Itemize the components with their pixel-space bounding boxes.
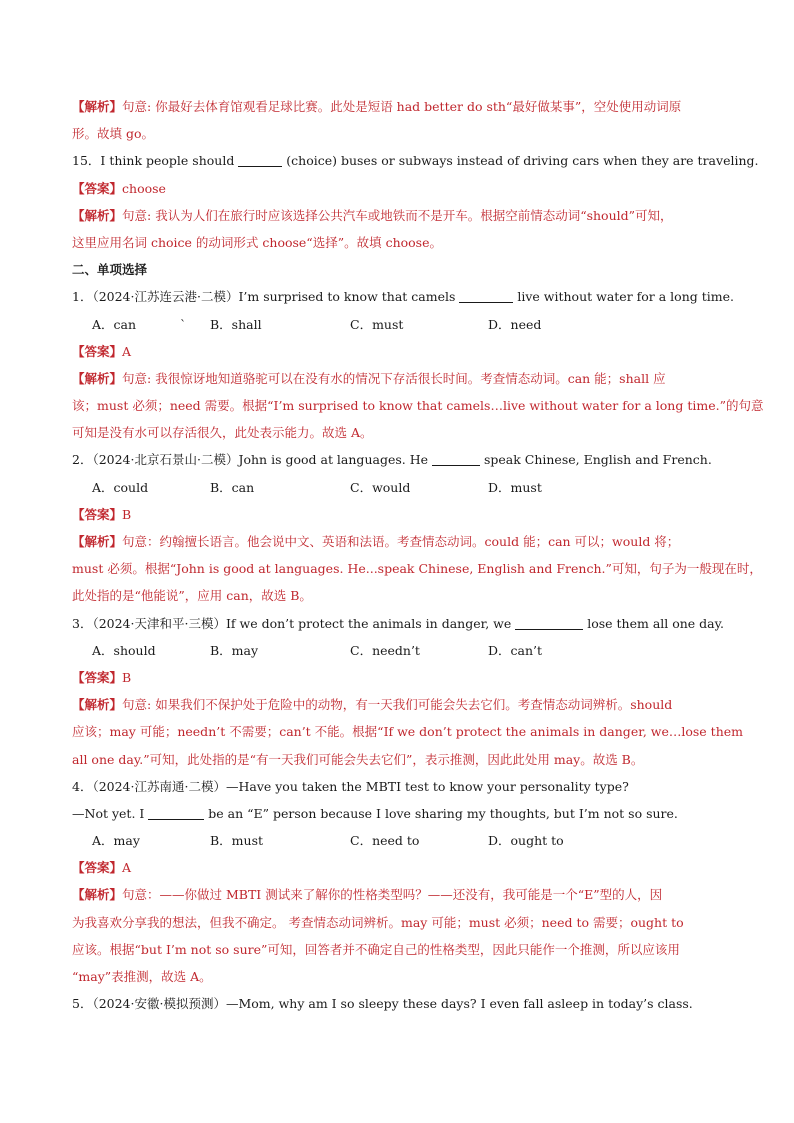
q2-analysis-3 <box>72 582 724 609</box>
analysis-text: 这里应用名词 choice 的动词形式 choose“选择”。故填 choose。 <box>72 234 442 250</box>
answer-tag: 【答案】 <box>72 343 123 359</box>
q4-stem: 4．（2024·江苏南通·二模）—Have you taken the MBTI test to know your personality type? <box>72 778 629 794</box>
q3-analysis-1 <box>72 691 724 718</box>
q3-answer <box>72 664 724 691</box>
stem-text: 2．（2024·北京石景山·二模）John is good at languages. He <box>72 452 432 468</box>
option-a: A．can <box>92 316 137 332</box>
analysis-text: must 必须。根据“John is good at languages. He...speak Chinese, English and French.”可知，句子为一般现在时， <box>72 561 762 577</box>
analysis-text: 句意：约翰擅长语言。他会说中文、英语和法语。考查情态动词。could 能；can 可以；would 将； <box>122 534 680 549</box>
option-a: A．should <box>92 642 156 658</box>
answer-blank <box>515 615 583 630</box>
analysis-tag: 【解析】 <box>72 207 123 223</box>
q15-answer <box>72 175 724 202</box>
answer-tag: 【答案】 <box>72 180 123 196</box>
q1-analysis-1 <box>72 365 724 392</box>
stem-text: 15．I think people should <box>72 153 239 169</box>
analysis-text: 句意: 如果我们不保护处于危险中的动物，有一天我们可能会失去它们。考查情态动词辨析。should <box>122 697 673 713</box>
option-b: B．may <box>210 642 259 658</box>
stem-text: lose them all one day. <box>583 615 725 631</box>
analysis-text: “may”表推测，故选 A。 <box>72 969 212 984</box>
q1-answer <box>72 338 724 365</box>
analysis-text: 形。故填 go。 <box>72 126 155 142</box>
q2-analysis-1 <box>72 528 724 555</box>
q15-analysis-1 <box>72 202 724 229</box>
option-b: ` B．shall <box>180 316 262 332</box>
q1-options <box>72 311 724 338</box>
stem-text: be an “E” person because I love sharing my thoughts, but I’m not so sure. <box>204 805 678 821</box>
q4-analysis-2 <box>72 909 724 936</box>
q4-answer <box>72 854 724 881</box>
option-a: A．may <box>92 833 140 849</box>
prev-analysis-line-1 <box>72 93 724 120</box>
q2-analysis-2 <box>72 555 762 582</box>
q2-answer <box>72 501 724 528</box>
analysis-text: 句意：——你做过 MBTI 测试来了解你的性格类型吗？——还没有，我可能是一个“E”型的人，因 <box>122 887 663 903</box>
analysis-text: 应该；may 可能；needn’t 不需要；can’t 不能。根据“If we don’t protect the animals in danger, we…lose them <box>72 724 743 740</box>
q5-stem: 5．（2024·安徽·模拟预测）—Mom, why am I so sleepy these days? I even fall asleep in today’s class. <box>72 996 693 1012</box>
stem-text: speak Chinese, English and French. <box>479 452 712 468</box>
option-a: A．could <box>92 479 149 495</box>
option-c: C．would <box>350 479 411 495</box>
stem-text: 1．（2024·江苏连云港·二模）I’m surprised to know that camels <box>72 289 460 305</box>
q3-analysis-2 <box>72 718 743 745</box>
option-b: B．can <box>210 479 255 495</box>
option-c: C．need to <box>350 833 420 849</box>
analysis-tag: 【解析】 <box>72 99 123 114</box>
q3-stem <box>72 610 724 637</box>
analysis-text: 为我喜欢分享我的想法，但我不确定。 考查情态动词辨析。may 可能；must 必须；need to 需要；ought to <box>72 914 684 930</box>
answer-tag: 【答案】 <box>72 860 123 876</box>
option-d: D．ought to <box>488 833 564 849</box>
option-c: C．needn’t <box>350 642 420 658</box>
analysis-text: 此处指的是“他能说”，应用 can，故选 B。 <box>72 588 312 604</box>
prev-analysis-line-2 <box>72 120 724 147</box>
analysis-tag: 【解析】 <box>72 697 123 713</box>
option-d: D．need <box>488 316 542 332</box>
q15-stem <box>72 147 759 174</box>
answer-tag: 【答案】 <box>72 506 123 522</box>
q4-analysis-4 <box>72 963 724 990</box>
answer-blank <box>459 288 513 303</box>
analysis-text: 应该。根据“but I’m not so sure”可知，回答者并不确定自己的性格类型，因此只能作一个推测，所以应该用 <box>72 941 680 957</box>
option-d: D．can’t <box>488 642 543 658</box>
answer-blank <box>148 805 204 820</box>
analysis-text: 该；must 必须；need 需要。根据“I’m surprised to know that camels…live without water for a long time.”的句意 <box>72 398 764 414</box>
q15-analysis-2 <box>72 229 724 256</box>
q1-analysis-2 <box>72 392 764 419</box>
answer-blank <box>432 451 480 466</box>
stem-text: live without water for a long time. <box>513 289 734 305</box>
stem-text: 3．（2024·天津和平·三模）If we don’t protect the animals in danger, we <box>72 615 516 631</box>
answer-value: A <box>122 860 132 876</box>
analysis-text: 句意: 你最好去体育馆观看足球比赛。此处是短语 had better do sth“最好做某事”，空处使用动词原 <box>122 99 682 114</box>
analysis-tag: 【解析】 <box>72 534 123 549</box>
answer-value: B <box>122 506 132 522</box>
answer-tag: 【答案】 <box>72 669 123 685</box>
answer-value: A <box>122 343 132 359</box>
q4-analysis-1 <box>72 881 724 908</box>
answer-value: B <box>122 669 132 685</box>
q1-stem <box>72 283 734 310</box>
q2-stem <box>72 446 724 473</box>
option-c: C．must <box>350 316 404 332</box>
option-b: B．must <box>210 833 264 849</box>
analysis-text: all one day.”可知，此处指的是“有一天我们可能会失去它们”，表示推测，因此此处用 may。故选 B。 <box>72 751 644 767</box>
stem-text: (choice) buses or subways instead of driving cars when they are traveling. <box>282 153 759 169</box>
q3-analysis-3 <box>72 746 724 773</box>
answer-value: choose <box>122 180 166 196</box>
stem-text: —Not yet. I <box>72 805 149 821</box>
q1-analysis-3 <box>72 419 724 446</box>
document-page <box>72 93 764 1017</box>
option-d: D．must <box>488 479 542 495</box>
q3-options <box>72 637 724 664</box>
analysis-text: 句意: 我很惊讶地知道骆驼可以在没有水的情况下存活很长时间。考查情态动词。can 能；shall 应 <box>122 370 666 386</box>
q2-options <box>72 474 724 501</box>
answer-blank <box>238 152 282 167</box>
option-b-label: B．shall <box>210 316 262 332</box>
q4-analysis-3 <box>72 936 724 963</box>
section-title: 二、单项选择 <box>72 262 148 278</box>
analysis-tag: 【解析】 <box>72 887 123 903</box>
analysis-tag: 【解析】 <box>72 370 123 386</box>
q4-options <box>72 827 724 854</box>
analysis-text: 句意: 我认为人们在旅行时应该选择公共汽车或地铁而不是开车。根据空前情态动词“should”可知， <box>122 207 673 223</box>
q4-stem-2 <box>72 800 724 827</box>
analysis-text: 可知是没有水可以存活很久，此处表示能力。故选 A。 <box>72 425 373 441</box>
